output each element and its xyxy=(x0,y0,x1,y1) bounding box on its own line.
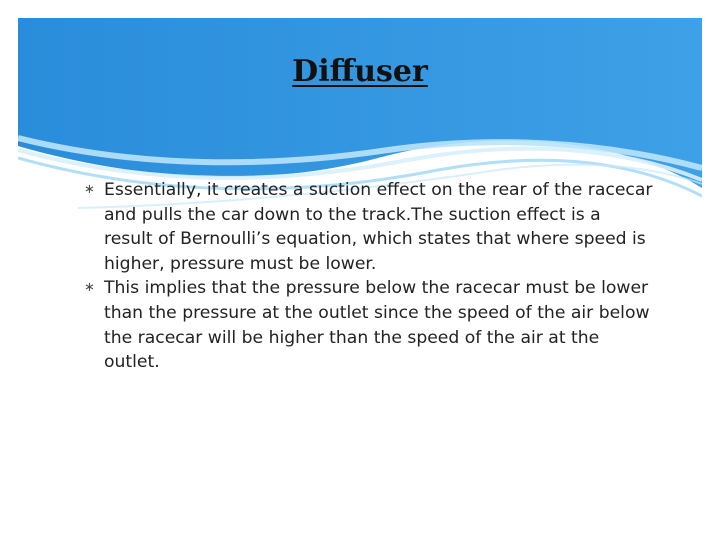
bullet-text-1: Essentially, it creates a suction effect on the rear of the racecar and pulls the car down to the track.The suction effect is a result of Bernoulli’s equation, which states that where speed is higher, pressure must be lower. xyxy=(104,180,653,274)
asterisk-bullet-icon: ∗ xyxy=(84,182,95,197)
bullet-text-2: This implies that the pressure below the racecar must be lower than the pressure at the outlet since the speed of the air below the racecar will be higher than the speed of the air at the outlet. xyxy=(104,278,650,373)
bullet-item-2 xyxy=(84,276,654,374)
slide-title: Diffuser xyxy=(292,54,428,89)
bullet-item-1 xyxy=(84,178,654,276)
asterisk-bullet-icon: ∗ xyxy=(84,280,95,296)
bullet-list xyxy=(84,178,654,375)
